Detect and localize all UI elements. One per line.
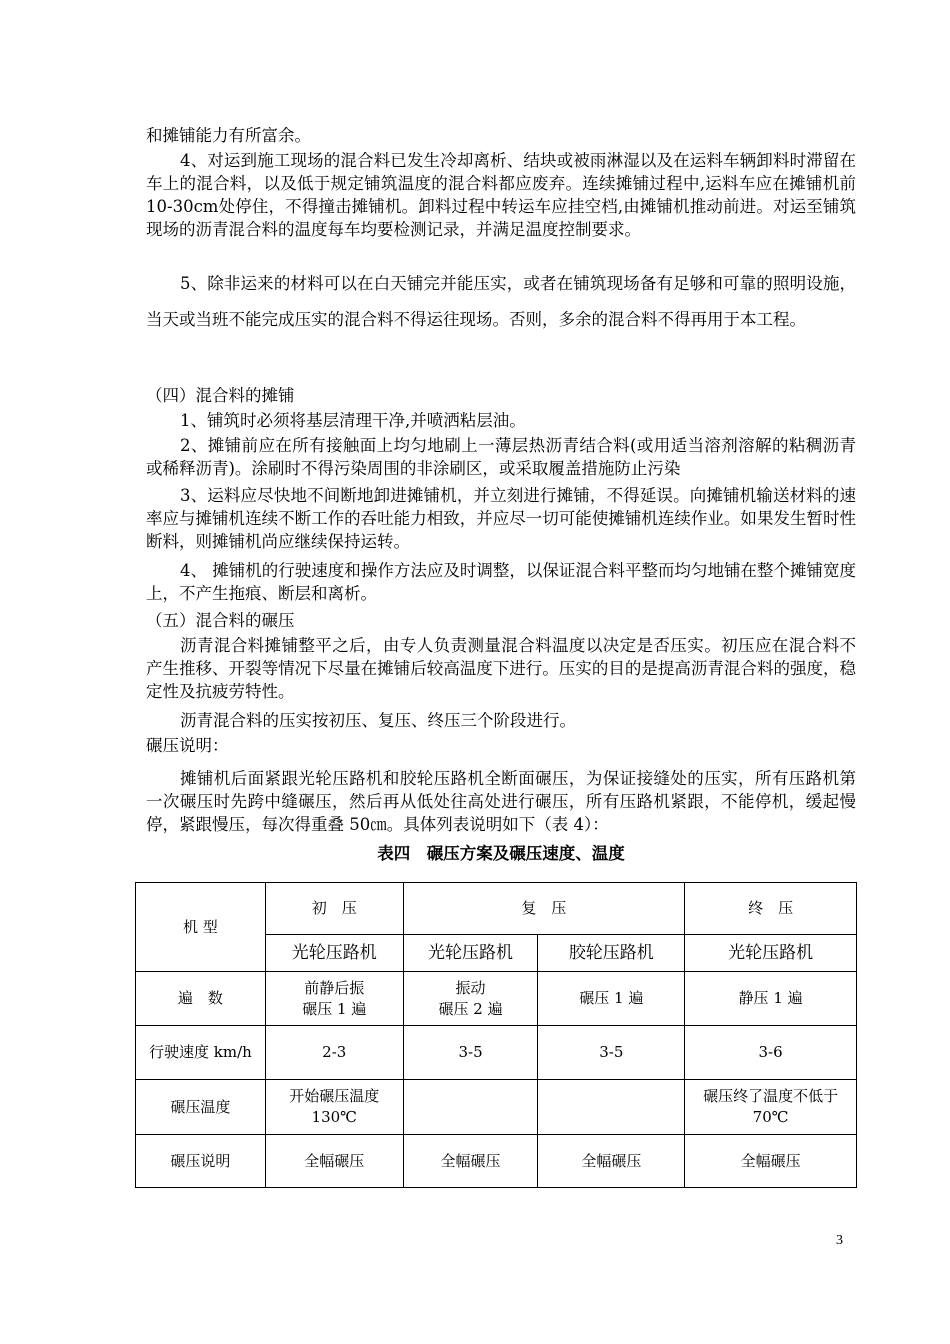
- cell-line: 碾压 1 遍: [302, 999, 367, 1018]
- table-caption: 表四 碾压方案及碾压速度、温度: [377, 844, 625, 863]
- paragraph-rolling-detail: 摊铺机后面紧跟光轮压路机和胶轮压路机全断面碾压，为保证接缝处的压实，所有压路机第一次碾压时先跨中缝碾压，然后再从低处往高处进行碾压，所有压路机紧跟，不能停机，缓起慢停，紧跟慢压，每次得重叠 50㎝。具体列表说明如下（表 4）：: [146, 769, 856, 834]
- cell-line: 碾压终了温度不低于: [703, 1087, 839, 1105]
- table-row: [136, 1026, 857, 1080]
- table-cell: 全幅碾压: [538, 1135, 685, 1188]
- table-cell: [403, 972, 538, 1026]
- cell-line: 振动: [455, 978, 486, 997]
- header-model: 机 型: [136, 883, 266, 972]
- table-row: [136, 972, 857, 1026]
- header-final-rolling: 终 压: [685, 883, 857, 935]
- machine-cell: 胶轮压路机: [538, 935, 685, 972]
- paragraph-item-4-transport: 4、对运到施工现场的混合料已发生冷却离析、结块或被雨淋湿以及在运料车辆卸料时滞留在车上的混合料，以及低于规定铺筑温度的混合料都应废弃。连续摊铺过程中,运料车应在摊铺机前10-30cm处停住，不得撞击摊铺机。卸料过程中转运车应挂空档,由摊铺机推动前进。对运至铺筑现场的沥青混合料的温度每车均要检测记录，并满足温度控制要求。: [146, 151, 856, 239]
- rolling-table: [135, 882, 857, 1188]
- rolling-note-heading: 碾压说明：: [146, 736, 229, 755]
- page-number: 3: [836, 1233, 843, 1248]
- table-cell: 3-5: [538, 1026, 685, 1080]
- paragraph-continuation: 和摊铺能力有所富余。: [146, 126, 311, 145]
- cell-line: 70℃: [752, 1108, 789, 1126]
- paragraph-rolling-intro: 沥青混合料摊铺整平之后，由专人负责测量混合料温度以决定是否压实。初压应在混合料不产生推移、开裂等情况下尽量在摊铺后较高温度下进行。压实的目的是提高沥青混合料的强度，稳定性及抗疲劳特性。: [146, 636, 856, 701]
- header-initial-rolling: 初 压: [265, 883, 403, 935]
- table-cell: 3-5: [403, 1026, 538, 1080]
- table-cell-empty: [403, 1080, 538, 1135]
- cell-line: 开始碾压温度: [289, 1087, 380, 1105]
- paragraph-paving-2: 2、摊铺前应在所有接触面上均匀地刷上一薄层热沥青结合料(或用适当溶剂溶解的粘稠沥青或稀释沥青)。涂刷时不得污染周围的非涂刷区，或采取履盖措施防止污染: [146, 436, 856, 478]
- paragraph-paving-4: 4、 摊铺机的行驶速度和操作方法应及时调整，以保证混合料平整而均匀地铺在整个摊铺宽度上，不产生拖痕、断层和离析。: [146, 561, 856, 603]
- machine-cell: 光轮压路机: [685, 935, 857, 972]
- table-cell: 3-6: [685, 1026, 857, 1080]
- row-label-passes: 遍 数: [136, 972, 266, 1026]
- row-label-temperature: 碾压温度: [136, 1080, 266, 1135]
- cell-line: 130℃: [311, 1108, 357, 1126]
- section-heading-4: （四）混合料的摊铺: [146, 386, 295, 405]
- machine-cell: 光轮压路机: [403, 935, 538, 972]
- cell-line: 碾压 2 遍: [438, 999, 503, 1018]
- table-cell: [685, 1080, 857, 1135]
- header-re-rolling: 复 压: [403, 883, 685, 935]
- table-cell: 静压 1 遍: [685, 972, 857, 1026]
- table-cell-empty: [538, 1080, 685, 1135]
- table-row: [136, 1135, 857, 1188]
- cell-line: 前静后振: [304, 978, 365, 997]
- paragraph-rolling-stages: 沥青混合料的压实按初压、复压、终压三个阶段进行。: [180, 711, 576, 730]
- table-cell: 全幅碾压: [403, 1135, 538, 1188]
- table-cell: [265, 1080, 403, 1135]
- table-row: [136, 1080, 857, 1135]
- paragraph-paving-3: 3、运料应尽快地不间断地卸进摊铺机，并立刻进行摊铺，不得延误。向摊铺机输送材料的速率应与摊铺机连续不断工作的吞吐能力相致，并应尽一切可能使摊铺机连续作业。如果发生暂时性断料，则摊铺机尚应继续保持运转。: [146, 486, 856, 551]
- table-header-row: [136, 883, 857, 935]
- row-label-speed: 行驶速度 km/h: [136, 1026, 266, 1080]
- table-cell: 碾压 1 遍: [538, 972, 685, 1026]
- table-cell: [265, 972, 403, 1026]
- row-label-note: 碾压说明: [136, 1135, 266, 1188]
- table-cell: 2-3: [265, 1026, 403, 1080]
- table-cell: 全幅碾压: [265, 1135, 403, 1188]
- machine-cell: 光轮压路机: [265, 935, 403, 972]
- paragraph-paving-1: 1、铺筑时必须将基层清理干净,并喷洒粘层油。: [180, 411, 526, 430]
- section-heading-5: （五）混合料的碾压: [146, 611, 295, 630]
- table-cell: 全幅碾压: [685, 1135, 857, 1188]
- paragraph-item-5-lighting: 5、除非运来的材料可以在白天铺完并能压实，或者在铺筑现场备有足够和可靠的照明设施，当天或当班不能完成压实的混合料不得运往现场。否则，多余的混合料不得再用于本工程。: [146, 274, 856, 329]
